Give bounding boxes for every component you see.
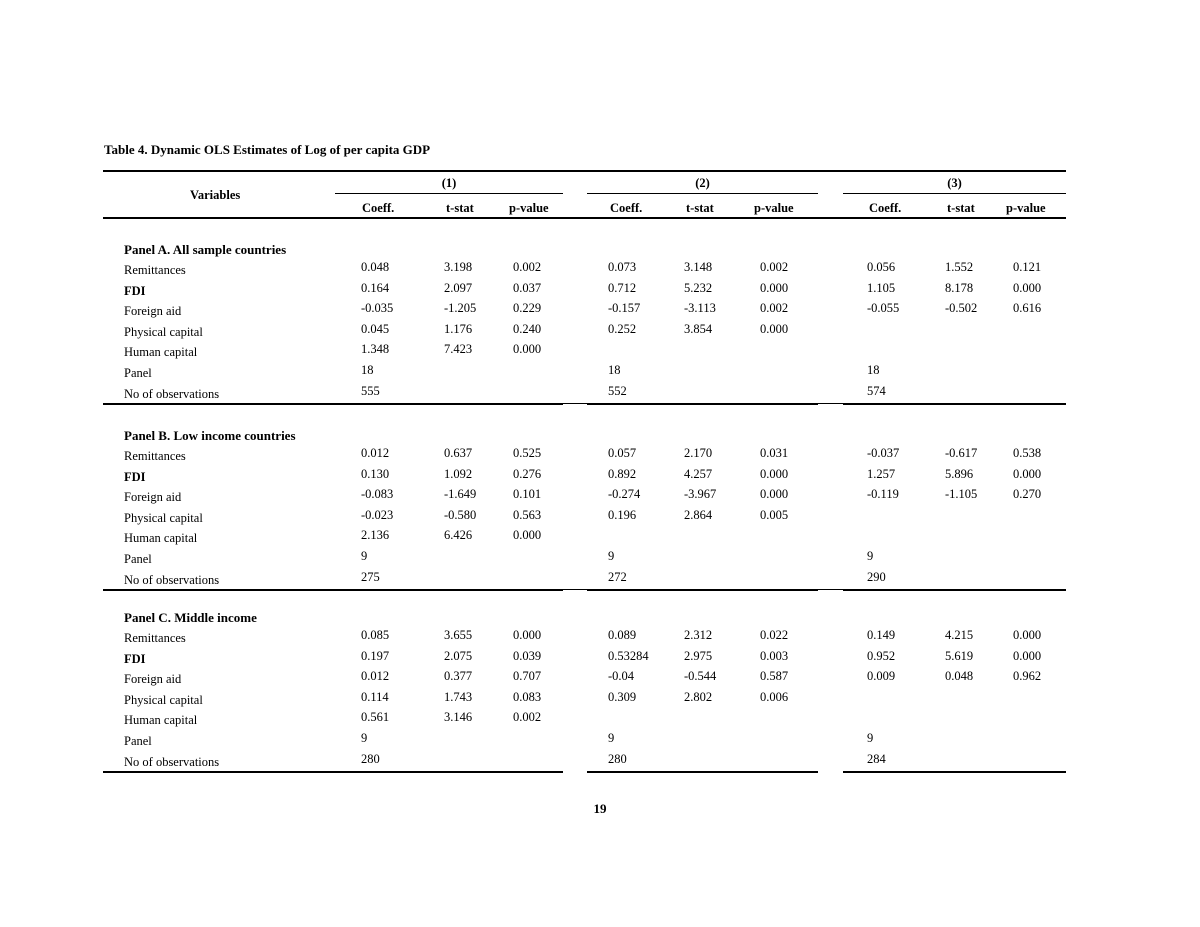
table-cell: 1.743 xyxy=(444,689,473,704)
table-cell: 0.000 xyxy=(1013,466,1042,481)
table-cell: 0.164 xyxy=(361,280,390,295)
table-cell: 3.854 xyxy=(684,321,713,336)
table-cell: 18 xyxy=(361,363,374,377)
table-cell: 0.270 xyxy=(1013,487,1042,502)
table-cell: 0.712 xyxy=(608,280,637,295)
subheader-pvalue-2: p-value xyxy=(754,201,794,215)
table-cell: 1.176 xyxy=(444,321,473,336)
table-cell: 0.002 xyxy=(760,260,789,274)
table-cell: 0.012 xyxy=(361,446,390,460)
table-cell: 4.215 xyxy=(945,628,974,642)
row-label: No of observations xyxy=(124,572,220,587)
table-cell: 0.587 xyxy=(760,669,789,684)
row-label: Foreign aid xyxy=(124,490,182,505)
table-cell: 552 xyxy=(608,383,627,398)
table-cell: 9 xyxy=(361,731,368,745)
table-cell: 18 xyxy=(867,363,880,377)
table-cell: 0.196 xyxy=(608,507,637,522)
table-cell: 5.896 xyxy=(945,466,974,481)
panel-title: Panel C. Middle income xyxy=(124,610,257,625)
row-label: Foreign aid xyxy=(124,672,182,687)
table-cell: 2.975 xyxy=(684,648,713,663)
row-label: Physical capital xyxy=(124,692,203,707)
table-cell: 0.031 xyxy=(760,446,789,460)
subheader-pvalue-1: p-value xyxy=(509,201,549,215)
table-cell: 0.563 xyxy=(513,507,542,522)
table-cell: 2.312 xyxy=(684,628,713,642)
table-cell: 0.962 xyxy=(1013,669,1042,684)
subheader-tstat-2: t-stat xyxy=(686,201,714,215)
table-cell: -1.105 xyxy=(945,487,978,502)
table-cell: 0.616 xyxy=(1013,301,1042,316)
table-cell: 0.525 xyxy=(513,446,542,460)
table-cell: 0.048 xyxy=(361,260,390,274)
table-cell: 0.022 xyxy=(760,628,789,642)
table-cell: -0.055 xyxy=(867,301,900,316)
table-cell: 1.105 xyxy=(867,280,896,295)
row-label: FDI xyxy=(124,469,146,484)
table-cell: 0.039 xyxy=(513,648,542,663)
row-label: Foreign aid xyxy=(124,304,182,319)
model-header-2: (2) xyxy=(695,176,710,190)
table-cell: 0.114 xyxy=(361,689,389,704)
row-label: Panel xyxy=(124,734,152,748)
table-cell: -0.083 xyxy=(361,487,394,502)
table-cell: 0.252 xyxy=(608,321,637,336)
table-cell: 0.085 xyxy=(361,628,390,642)
table-cell: 0.101 xyxy=(513,487,542,502)
table-cell: 0.53284 xyxy=(608,648,649,663)
table-cell: -0.035 xyxy=(361,301,394,316)
table-cell: -0.037 xyxy=(867,446,900,460)
row-label: Physical capital xyxy=(124,324,203,339)
table-cell: 0.002 xyxy=(760,301,789,316)
table-cell: 272 xyxy=(608,569,627,584)
table-cell: 3.655 xyxy=(444,628,473,642)
table-bottom-rule-2 xyxy=(587,771,818,773)
table-cell: 0.002 xyxy=(513,710,542,725)
table-cell: -0.157 xyxy=(608,301,641,316)
table-cell: 3.148 xyxy=(684,260,713,274)
table-cell: 0.240 xyxy=(513,321,542,336)
table-cell: 0.637 xyxy=(444,446,473,460)
table-cell: 0.000 xyxy=(760,487,789,502)
table-cell: 1.092 xyxy=(444,466,473,481)
table-top-rule xyxy=(103,170,1066,172)
table-bottom-rule-3 xyxy=(843,771,1066,773)
row-label: Human capital xyxy=(124,531,198,546)
row-label: FDI xyxy=(124,283,146,298)
table-cell: 0.057 xyxy=(608,446,637,460)
table-cell: 0.149 xyxy=(867,628,896,642)
table-cell: 9 xyxy=(867,731,874,745)
table-cell: 0.000 xyxy=(760,280,789,295)
table-cell: 5.232 xyxy=(684,280,713,295)
table-cell: -0.502 xyxy=(945,301,978,316)
table-cell: 2.802 xyxy=(684,689,713,704)
table-cell: -0.617 xyxy=(945,446,978,460)
table-cell: 2.097 xyxy=(444,280,473,295)
table-cell: 8.178 xyxy=(945,280,974,295)
table-cell: 4.257 xyxy=(684,466,713,481)
table-cell: -3.113 xyxy=(684,301,716,316)
table-cell: 0.006 xyxy=(760,689,789,704)
table-title: Table 4. Dynamic OLS Estimates of Log of per capita GDP xyxy=(104,142,431,157)
model-span-rule-2 xyxy=(587,193,818,194)
table-cell: 0.012 xyxy=(361,669,390,684)
table-cell: 0.073 xyxy=(608,260,637,274)
subheader-coeff-2: Coeff. xyxy=(610,201,643,215)
table-cell: -0.274 xyxy=(608,487,641,502)
subheader-pvalue-3: p-value xyxy=(1006,201,1046,215)
table-cell: -0.04 xyxy=(608,669,635,684)
table-cell: 0.009 xyxy=(867,669,896,684)
row-label: Human capital xyxy=(124,345,198,360)
panel-divider-rule xyxy=(103,403,1066,404)
table-cell: 0.130 xyxy=(361,466,390,481)
table-cell: 0.561 xyxy=(361,710,390,725)
table-cell: 0.089 xyxy=(608,628,637,642)
table-cell: 0.005 xyxy=(760,507,789,522)
table-cell: 5.619 xyxy=(945,648,974,663)
row-label: Remittances xyxy=(124,449,186,463)
table-cell: 0.377 xyxy=(444,669,473,684)
table-cell: 0.197 xyxy=(361,648,390,663)
table-cell: 0.309 xyxy=(608,689,637,704)
model-span-rule-3 xyxy=(843,193,1066,194)
table-cell: 0.003 xyxy=(760,648,789,663)
table-cell: -3.967 xyxy=(684,487,717,502)
panel-title: Panel A. All sample countries xyxy=(124,242,287,257)
model-header-1: (1) xyxy=(441,176,457,190)
row-label: No of observations xyxy=(124,754,220,769)
table-cell: 1.552 xyxy=(945,260,974,274)
table-cell: -0.023 xyxy=(361,507,394,522)
row-label: Panel xyxy=(124,552,152,566)
row-label: FDI xyxy=(124,651,146,666)
panel-title: Panel B. Low income countries xyxy=(124,428,296,443)
table-cell: 555 xyxy=(361,383,380,398)
table-cell: 9 xyxy=(608,731,615,745)
table-cell: 0.000 xyxy=(760,466,789,481)
table-cell: 9 xyxy=(867,549,874,563)
subheader-tstat-1: t-stat xyxy=(446,201,474,215)
table-cell: 0.000 xyxy=(513,528,542,543)
panel-divider-rule xyxy=(103,589,1066,590)
table-cell: 3.198 xyxy=(444,260,473,274)
table-cell: 1.348 xyxy=(361,342,390,357)
table-cell: 0.707 xyxy=(513,669,542,684)
table-cell: 574 xyxy=(867,383,886,398)
table-cell: 280 xyxy=(361,751,380,766)
subheader-coeff-3: Coeff. xyxy=(869,201,902,215)
table-cell: 0.000 xyxy=(513,628,542,642)
table-cell: 284 xyxy=(867,751,886,766)
row-label: No of observations xyxy=(124,386,220,401)
table-cell: 0.037 xyxy=(513,280,542,295)
row-label: Panel xyxy=(124,366,152,380)
table-cell: 0.000 xyxy=(1013,280,1042,295)
table-cell: 2.170 xyxy=(684,446,713,460)
header-bottom-rule xyxy=(103,217,1066,219)
table-cell: 0.002 xyxy=(513,260,542,274)
table-cell: 0.056 xyxy=(867,260,896,274)
table-cell: 7.423 xyxy=(444,342,473,357)
table-cell: 2.075 xyxy=(444,648,473,663)
page-number: 19 xyxy=(593,801,607,816)
table-cell: 0.892 xyxy=(608,466,637,481)
table-cell: 3.146 xyxy=(444,710,473,725)
table-cell: 2.136 xyxy=(361,528,390,543)
subheader-tstat-3: t-stat xyxy=(947,201,975,215)
model-header-3: (3) xyxy=(947,176,962,190)
row-label: Remittances xyxy=(124,631,186,645)
table-cell: 0.083 xyxy=(513,689,542,704)
table-cell: 0.000 xyxy=(1013,628,1042,642)
table-cell: 9 xyxy=(361,549,368,563)
table-cell: 1.257 xyxy=(867,466,896,481)
table-bottom-rule-1 xyxy=(103,771,563,773)
row-label: Physical capital xyxy=(124,510,203,525)
variables-header: Variables xyxy=(190,188,241,202)
table-cell: 0.000 xyxy=(513,342,542,357)
table-cell: 280 xyxy=(608,751,627,766)
table-cell: 275 xyxy=(361,569,380,584)
table-cell: 18 xyxy=(608,363,621,377)
table-cell: 0.229 xyxy=(513,301,542,316)
table-cell: 0.538 xyxy=(1013,446,1042,460)
table-cell: 0.952 xyxy=(867,648,896,663)
table-cell: 9 xyxy=(608,549,615,563)
table-cell: 0.000 xyxy=(1013,648,1042,663)
table-cell: -0.580 xyxy=(444,507,477,522)
table-cell: -1.649 xyxy=(444,487,477,502)
table-cell: 0.276 xyxy=(513,466,542,481)
model-span-rule-1 xyxy=(335,193,563,194)
row-label: Remittances xyxy=(124,263,186,277)
table-cell: -0.119 xyxy=(867,487,899,502)
subheader-coeff-1: Coeff. xyxy=(362,201,395,215)
table-cell: 290 xyxy=(867,569,886,584)
table-cell: 0.045 xyxy=(361,321,390,336)
table-cell: -0.544 xyxy=(684,669,717,684)
table-cell: 2.864 xyxy=(684,507,713,522)
table-cell: 0.048 xyxy=(945,669,974,684)
table-cell: 0.000 xyxy=(760,321,789,336)
table-cell: 6.426 xyxy=(444,528,473,543)
table-cell: -1.205 xyxy=(444,301,477,316)
table-cell: 0.121 xyxy=(1013,260,1042,274)
row-label: Human capital xyxy=(124,713,198,728)
